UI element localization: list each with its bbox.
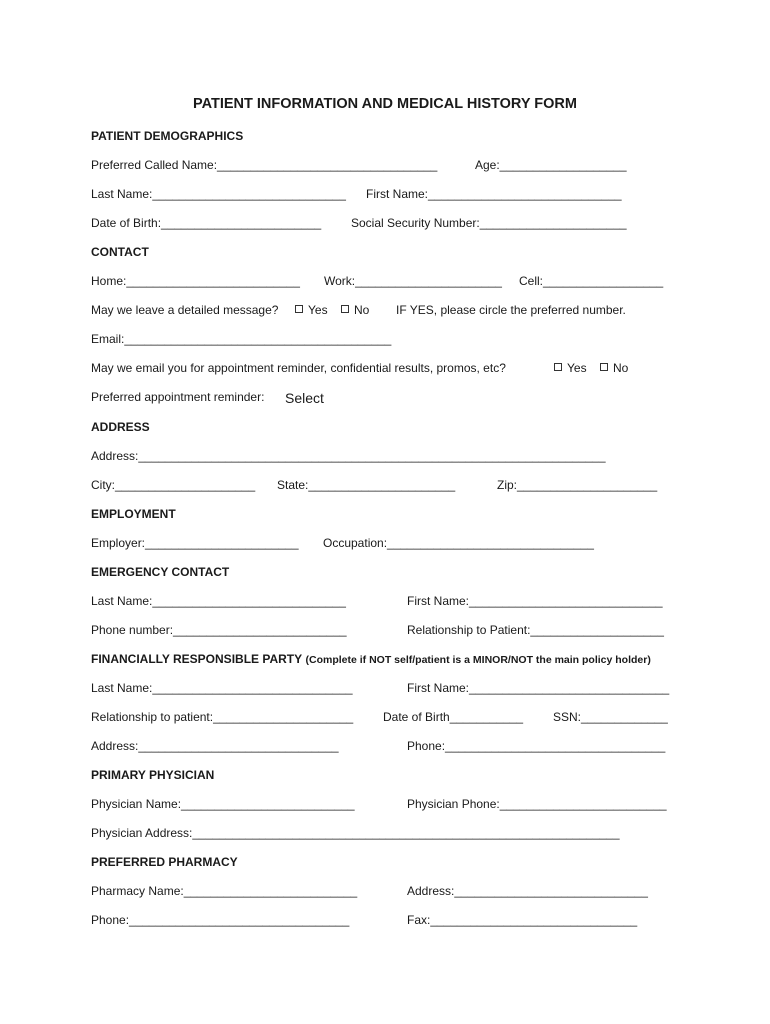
email-field[interactable]: Email:________________________________________ — [91, 332, 392, 346]
pharmacy-address-field[interactable]: Address:_____________________________ — [407, 884, 648, 898]
section-heading-demographics: PATIENT DEMOGRAPHICS — [91, 129, 244, 143]
age-field[interactable]: Age:___________________ — [475, 158, 627, 172]
physician-phone-field[interactable]: Physician Phone:_________________________ — [407, 797, 667, 811]
physician-address-field[interactable]: Physician Address:________________________________________________________________ — [91, 826, 620, 840]
pharmacy-phone-field[interactable]: Phone:_________________________________ — [91, 913, 350, 927]
financial-phone-field[interactable]: Phone:_________________________________ — [407, 739, 666, 753]
financial-note: (Complete if NOT self/patient is a MINOR/NOT the main policy holder) — [305, 654, 651, 666]
financial-first-name-field[interactable]: First Name:______________________________ — [407, 681, 670, 695]
section-heading-pharmacy: PREFERRED PHARMACY — [91, 855, 238, 869]
work-phone-field[interactable]: Work:______________________ — [324, 274, 502, 288]
emergency-relationship-field[interactable]: Relationship to Patient:____________________ — [407, 623, 664, 637]
form-title: PATIENT INFORMATION AND MEDICAL HISTORY FORM — [193, 96, 577, 112]
emergency-last-name-field[interactable]: Last Name:_____________________________ — [91, 594, 346, 608]
section-heading-physician: PRIMARY PHYSICIAN — [91, 768, 215, 782]
email-consent-yes-checkbox[interactable]: Yes — [554, 361, 587, 375]
zip-field[interactable]: Zip:_____________________ — [497, 478, 658, 492]
city-field[interactable]: City:_____________________ — [91, 478, 256, 492]
leave-message-question: May we leave a detailed message? — [91, 303, 279, 317]
leave-message-no-checkbox[interactable]: No — [341, 303, 369, 317]
financial-last-name-field[interactable]: Last Name:______________________________ — [91, 681, 353, 695]
section-heading-employment: EMPLOYMENT — [91, 507, 176, 521]
state-field[interactable]: State:______________________ — [277, 478, 456, 492]
reminder-label: Preferred appointment reminder: — [91, 390, 265, 404]
first-name-field[interactable]: First Name:_____________________________ — [366, 187, 622, 201]
checkbox-icon — [554, 363, 562, 371]
section-heading-contact: CONTACT — [91, 245, 149, 259]
reminder-select[interactable]: Select — [285, 390, 324, 406]
financial-ssn-field[interactable]: SSN:_____________ — [553, 710, 668, 724]
financial-address-field[interactable]: Address:______________________________ — [91, 739, 339, 753]
employer-field[interactable]: Employer:_______________________ — [91, 536, 299, 550]
financial-dob-field[interactable]: Date of Birth___________ — [383, 710, 524, 724]
leave-message-yes-checkbox[interactable]: Yes — [295, 303, 328, 317]
section-heading-emergency: EMERGENCY CONTACT — [91, 565, 230, 579]
preferred-name-field[interactable]: Preferred Called Name:_________________________________ — [91, 158, 438, 172]
address-field[interactable]: Address:______________________________________________________________________ — [91, 449, 606, 463]
checkbox-icon — [600, 363, 608, 371]
cell-phone-field[interactable]: Cell:__________________ — [519, 274, 664, 288]
pharmacy-name-field[interactable]: Pharmacy Name:__________________________ — [91, 884, 358, 898]
occupation-field[interactable]: Occupation:_______________________________ — [323, 536, 594, 550]
section-heading-address: ADDRESS — [91, 420, 150, 434]
emergency-phone-field[interactable]: Phone number:__________________________ — [91, 623, 347, 637]
pharmacy-fax-field[interactable]: Fax:_______________________________ — [407, 913, 638, 927]
financial-relationship-field[interactable]: Relationship to patient:_____________________ — [91, 710, 354, 724]
date-of-birth-field[interactable]: Date of Birth:________________________ — [91, 216, 322, 230]
home-phone-field[interactable]: Home:__________________________ — [91, 274, 300, 288]
email-consent-question: May we email you for appointment reminder, confidential results, promos, etc? — [91, 361, 506, 375]
checkbox-icon — [295, 305, 303, 313]
physician-name-field[interactable]: Physician Name:__________________________ — [91, 797, 355, 811]
email-consent-no-checkbox[interactable]: No — [600, 361, 628, 375]
emergency-first-name-field[interactable]: First Name:_____________________________ — [407, 594, 663, 608]
ssn-field[interactable]: Social Security Number:______________________ — [351, 216, 627, 230]
circle-number-instruction: IF YES, please circle the preferred number. — [396, 303, 626, 317]
section-heading-financial: FINANCIALLY RESPONSIBLE PARTY (Complete if NOT self/patient is a MINOR/NOT the main policy holder) — [91, 652, 651, 666]
checkbox-icon — [341, 305, 349, 313]
last-name-field[interactable]: Last Name:_____________________________ — [91, 187, 346, 201]
